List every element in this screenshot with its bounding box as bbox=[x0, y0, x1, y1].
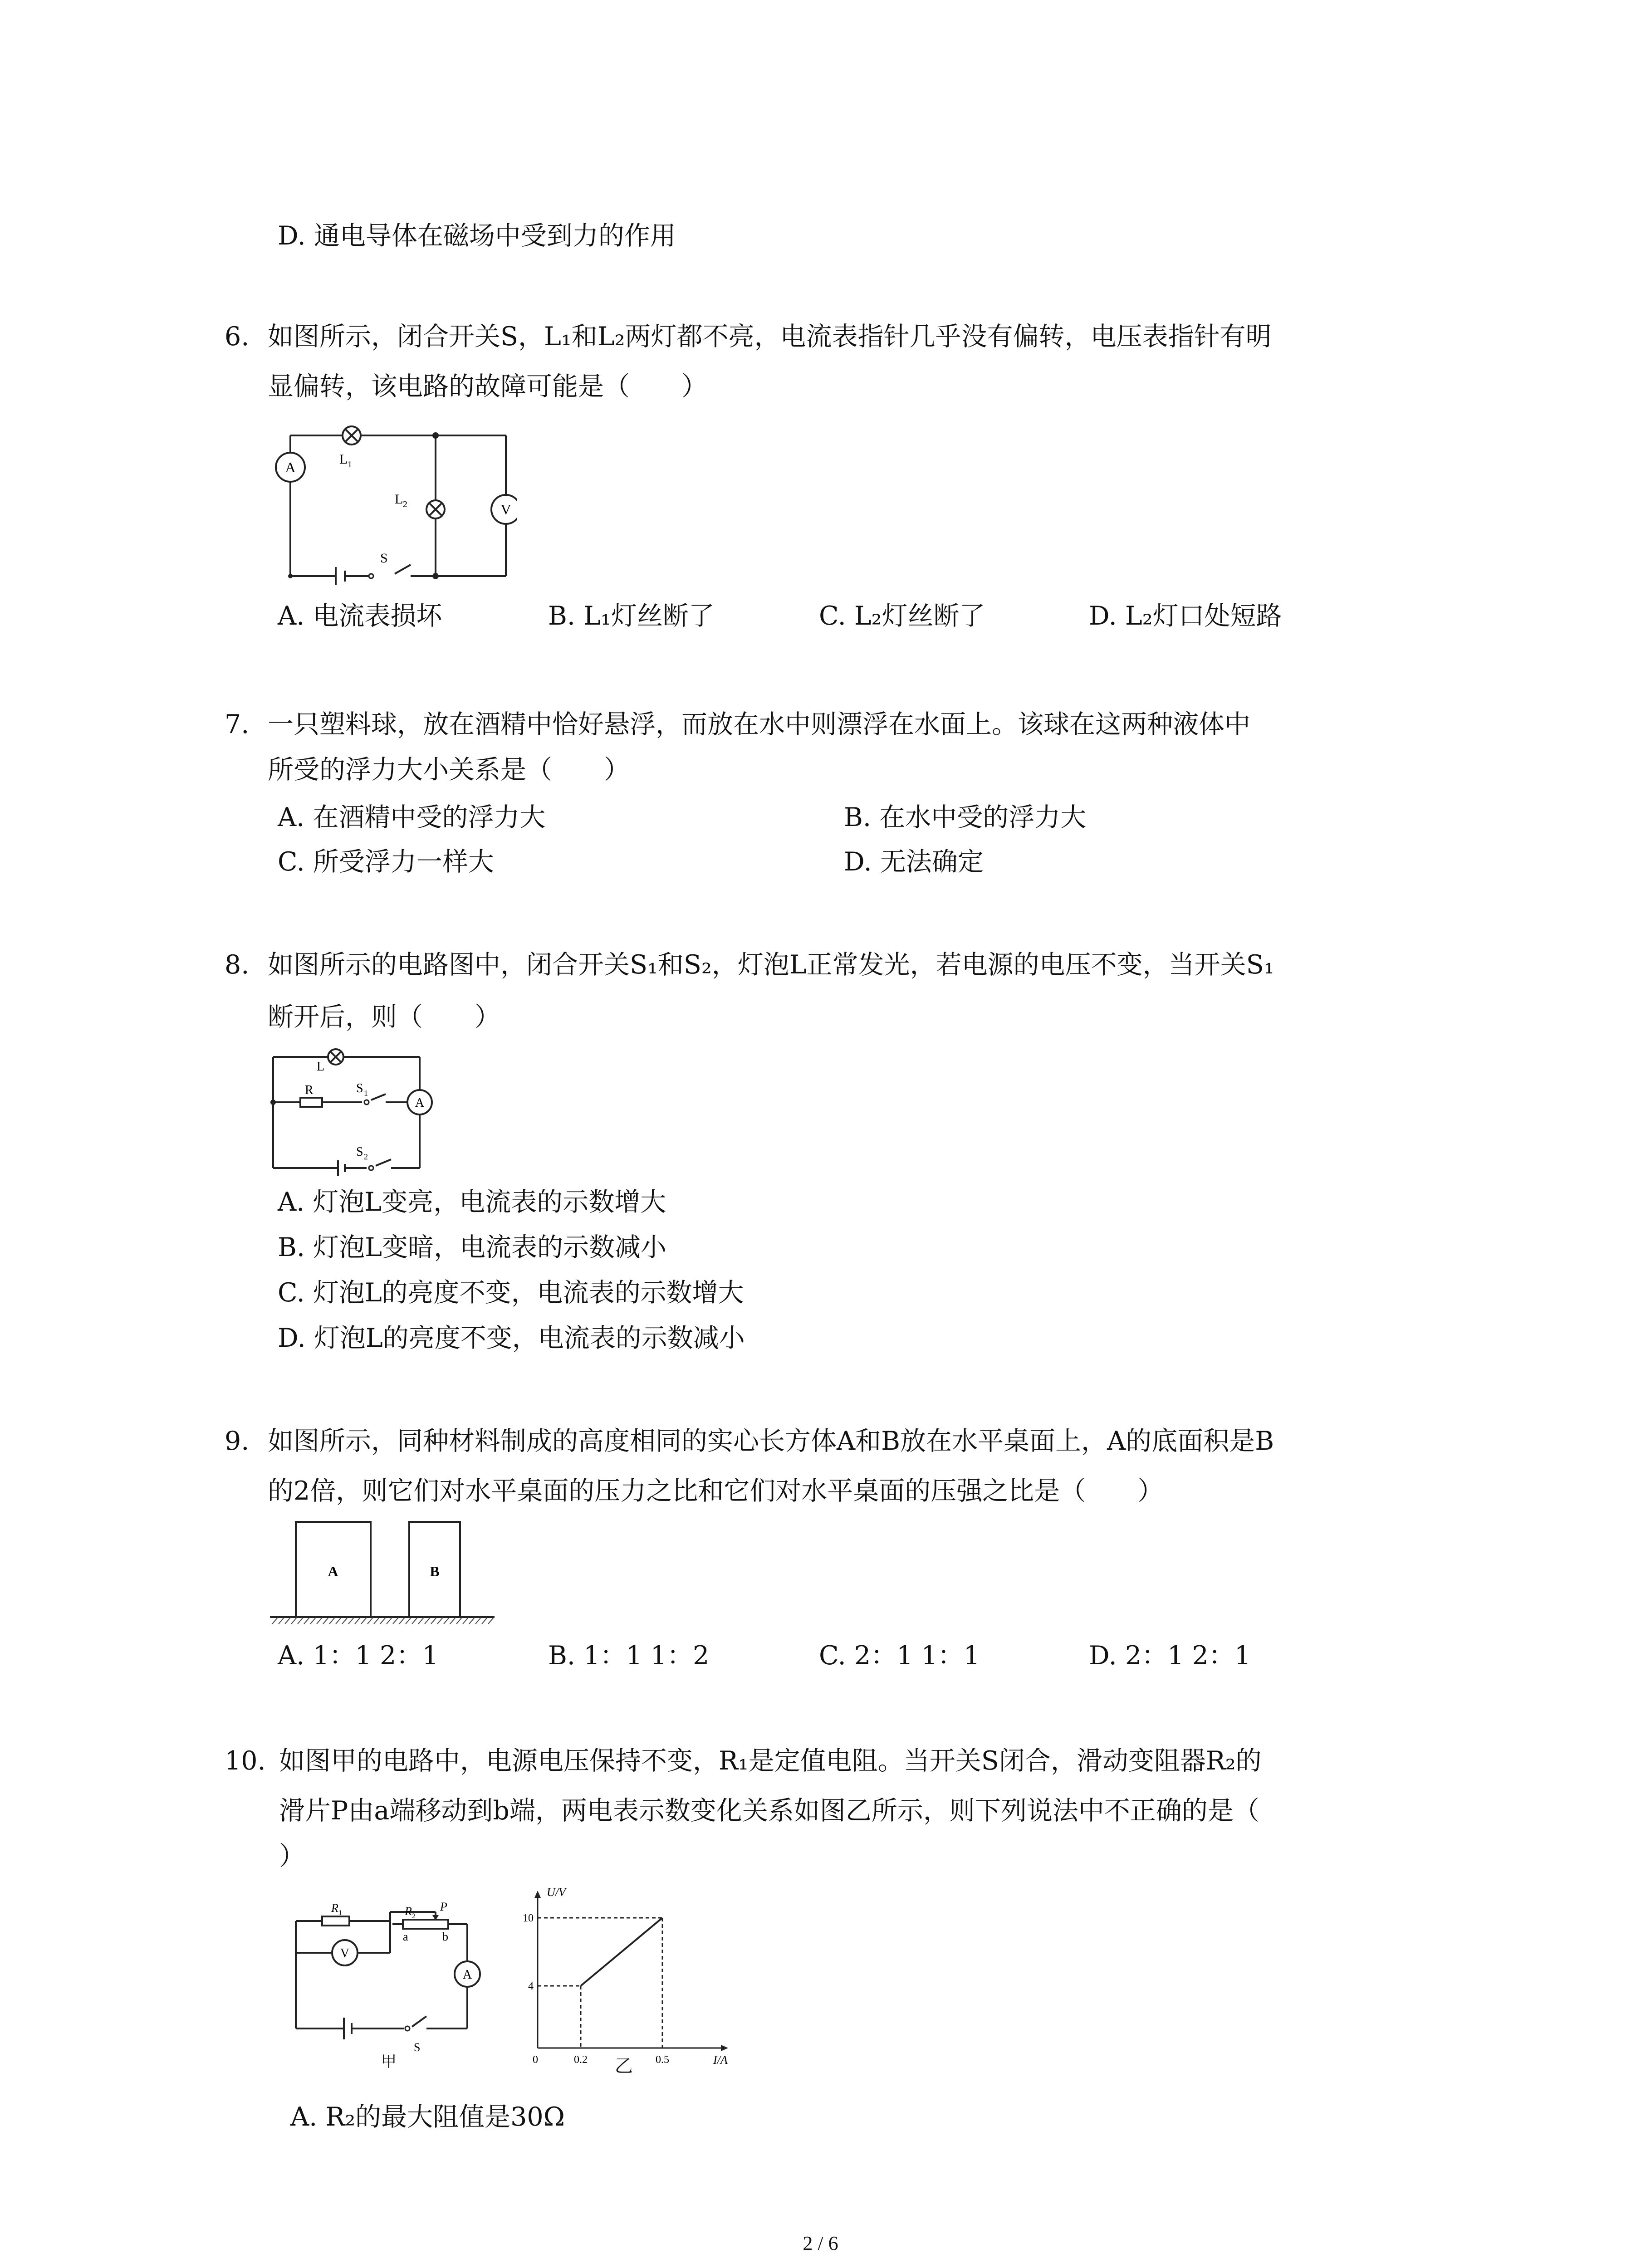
q6-lamp-l2-icon bbox=[426, 500, 445, 518]
q7-option-d: D. 无法确定 bbox=[844, 847, 984, 877]
q10-jia-caption: 甲 bbox=[381, 2053, 397, 2068]
q8-ammeter-label: A bbox=[415, 1096, 425, 1110]
q10-jia-a: a bbox=[403, 1930, 408, 1943]
q6-option-c: C. L₂灯丝断了 bbox=[819, 601, 985, 631]
q6-ammeter-label: A bbox=[285, 459, 296, 475]
q6-option-a: A. 电流表损坏 bbox=[278, 601, 442, 631]
q9-stem-line2: 的2倍，则它们对水平桌面的压力之比和它们对水平桌面的压强之比是（ ） bbox=[268, 1476, 1164, 1506]
q10-yi-x02: 0.2 bbox=[574, 2054, 588, 2066]
q10-jia-r1-sub: 1 bbox=[338, 1909, 342, 1917]
q10-yi-y4: 4 bbox=[528, 1980, 534, 1992]
q10-yi-x05: 0.5 bbox=[656, 2054, 669, 2066]
q10-graph-yi bbox=[522, 1882, 749, 2068]
q8-ammeter-icon bbox=[407, 1090, 432, 1114]
q10-jia-b: b bbox=[442, 1930, 448, 1943]
q9-option-a: A. 1：1 2：1 bbox=[278, 1641, 439, 1671]
q8-label-s1-sub: 1 bbox=[364, 1089, 368, 1098]
q8-option-a: A. 灯泡L变亮，电流表的示数增大 bbox=[278, 1187, 666, 1217]
q8-label-s2: S bbox=[356, 1145, 363, 1159]
q10-yi-ylabel: U/V bbox=[547, 1886, 566, 1899]
q6-option-b: B. L₁灯丝断了 bbox=[548, 601, 715, 631]
q8-circuit-diagram bbox=[263, 1039, 472, 1179]
q10-jia-r2: R bbox=[405, 1905, 412, 1918]
q9-ground-hatch bbox=[272, 1618, 494, 1624]
q9-stem-line1: 如图所示，同种材料制成的高度相同的实心长方体A和B放在水平桌面上，A的底面积是B bbox=[268, 1426, 1274, 1456]
q8-stem-line2: 断开后，则（ ） bbox=[268, 1002, 500, 1032]
q10-jia-r1: R bbox=[331, 1901, 338, 1915]
q6-label-l2: L bbox=[395, 492, 403, 507]
q9-label-b: B bbox=[430, 1563, 440, 1579]
q7-option-b: B. 在水中受的浮力大 bbox=[844, 802, 1087, 832]
q8-label-s1: S bbox=[356, 1081, 363, 1095]
q10-stem-line1: 如图甲的电路中，电源电压保持不变，R₁是定值电阻。当开关S闭合，滑动变阻器R₂的 bbox=[279, 1746, 1262, 1776]
q7-stem-line2: 所受的浮力大小关系是（ ） bbox=[268, 755, 630, 785]
q10-yi-x0: 0 bbox=[533, 2054, 538, 2066]
q9-number: 9. bbox=[225, 1426, 250, 1456]
q8-option-d: D. 灯泡L的亮度不变，电流表的示数减小 bbox=[278, 1323, 745, 1353]
q9-option-b: B. 1：1 1：2 bbox=[548, 1641, 710, 1671]
q6-circuit-diagram bbox=[263, 408, 517, 590]
q10-jia-ammeter-icon bbox=[455, 1961, 480, 1987]
q8-option-b: B. 灯泡L变暗，电流表的示数减小 bbox=[278, 1232, 666, 1262]
q10-yi-caption: 乙 bbox=[615, 2056, 633, 2077]
q7-stem-line1: 一只塑料球，放在酒精中恰好悬浮，而放在水中则漂浮在水面上。该球在这两种液体中 bbox=[268, 709, 1250, 739]
q10-jia-s: S bbox=[414, 2041, 421, 2054]
q6-label-l1-sub: 1 bbox=[348, 459, 352, 469]
q9-blocks-diagram bbox=[268, 1515, 504, 1628]
q10-jia-voltmeter-label: V bbox=[340, 1946, 350, 1960]
q8-option-c: C. 灯泡L的亮度不变，电流表的示数增大 bbox=[278, 1278, 744, 1308]
q9-option-d: D. 2：1 2：1 bbox=[1089, 1641, 1251, 1671]
q10-jia-ammeter-label: A bbox=[462, 1968, 472, 1982]
q8-stem-line1: 如图所示的电路图中，闭合开关S₁和S₂，灯泡L正常发光，若电源的电压不变，当开关S₁ bbox=[268, 950, 1274, 980]
q6-voltmeter-label: V bbox=[500, 501, 511, 518]
q6-lamp-l1-icon bbox=[343, 426, 361, 445]
q7-number: 7. bbox=[225, 709, 250, 739]
q10-option-a: A. R₂的最大阻值是30Ω bbox=[290, 2102, 565, 2132]
q8-label-r: R bbox=[305, 1083, 314, 1097]
q10-circuit-jia bbox=[286, 1896, 495, 2068]
page-number: 2 / 6 bbox=[803, 2232, 838, 2254]
q6-option-d: D. L₂灯口处短路 bbox=[1089, 601, 1282, 631]
q8-lamp-icon bbox=[328, 1049, 343, 1065]
q8-label-l: L bbox=[317, 1060, 325, 1074]
q9-option-c: C. 2：1 1：1 bbox=[819, 1641, 980, 1671]
q10-stem-line3: ） bbox=[279, 1841, 305, 1871]
q6-switch-label: S bbox=[380, 551, 388, 566]
q8-label-s2-sub: 2 bbox=[364, 1152, 368, 1161]
q10-jia-p: P bbox=[440, 1900, 447, 1913]
q10-jia-r2-sub: 2 bbox=[412, 1912, 416, 1920]
q6-number: 6. bbox=[225, 322, 250, 352]
q6-voltmeter-icon bbox=[491, 495, 517, 524]
q10-yi-xlabel: I/A bbox=[713, 2053, 728, 2067]
q6-stem-line2: 显偏转，该电路的故障可能是（ ） bbox=[268, 371, 707, 401]
q6-ammeter-icon bbox=[276, 453, 305, 482]
q9-label-a: A bbox=[328, 1563, 338, 1579]
q5-option-d: D. 通电导体在磁场中受到力的作用 bbox=[278, 221, 676, 251]
q7-option-c: C. 所受浮力一样大 bbox=[278, 847, 494, 877]
q7-option-a: A. 在酒精中受的浮力大 bbox=[278, 802, 546, 832]
q10-stem-line2: 滑片P由a端移动到b端，两电表示数变化关系如图乙所示，则下列说法中不正确的是（ bbox=[279, 1796, 1259, 1826]
q6-label-l2-sub: 2 bbox=[403, 499, 407, 509]
q10-yi-graph-line bbox=[581, 1918, 662, 1986]
q10-number: 10. bbox=[225, 1746, 266, 1776]
q8-number: 8. bbox=[225, 950, 250, 980]
q10-yi-y10: 10 bbox=[523, 1912, 534, 1924]
q6-label-l1: L bbox=[339, 452, 348, 467]
q6-stem-line1: 如图所示，闭合开关S，L₁和L₂两灯都不亮，电流表指针几乎没有偏转，电压表指针有明 bbox=[268, 322, 1272, 352]
q10-jia-voltmeter-icon bbox=[332, 1940, 358, 1965]
